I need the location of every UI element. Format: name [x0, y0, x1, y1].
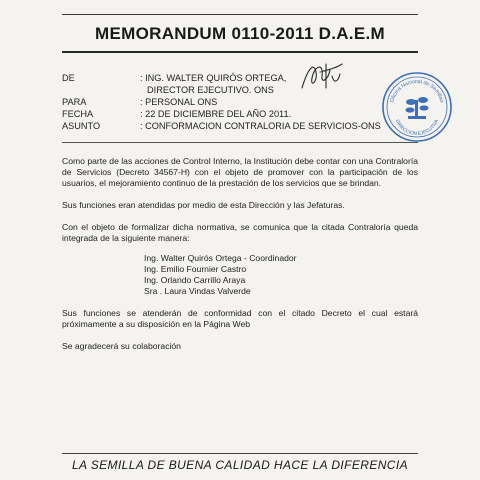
fecha-value: : 22 DE DICIEMBRE DEL AÑO 2011. [140, 109, 292, 119]
de-line1: : ING. WALTER QUIRÓS ORTEGA, [140, 73, 287, 83]
asunto-label: ASUNTO [62, 121, 101, 131]
para-value: : PERSONAL ONS [140, 97, 218, 107]
members-list [144, 253, 418, 297]
footer-motto: LA SEMILLA DE BUENA CALIDAD HACE LA DIFERENCIA [71, 458, 409, 472]
paragraph-1: Como parte de las acciones de Control Interno, la Institución debe contar con una Contraloría de Servicios (Decreto 34567-H) con el objeto de promover con la participación de los usuarios, el mejoramiento continuo de la prestación de los servicios que se brindan. [62, 156, 418, 188]
paragraph-5: Se agradecerá su colaboración [62, 341, 181, 351]
para-label: PARA [62, 97, 87, 107]
paragraph-3: Con el objeto de formalizar dicha normativa, se comunica que la citada Contraloría queda integrada de la siguiente manera: [62, 222, 418, 243]
top-rule [62, 14, 418, 15]
header-row-asunto [62, 120, 382, 132]
de-line2: DIRECTOR EJECUTIVO. ONS [147, 85, 274, 95]
list-item: Ing. Walter Quirós Ortega - Coordinador [144, 253, 297, 263]
paragraph-2: Sus funciones eran atendidas por medio de esta Dirección y las Jefaturas. [62, 200, 345, 210]
list-item: Ing. Orlando Carrillo Araya [144, 275, 246, 285]
title-rule [62, 51, 418, 53]
list-item: Sra . Laura Vindas Valverde [144, 286, 251, 296]
seal-text-top: Oficina Nacional de Semillas [389, 78, 445, 104]
de-label: DE [62, 73, 75, 83]
body-rule [62, 142, 418, 143]
memo-body [62, 156, 418, 363]
memo-title: MEMORANDUM 0110-2011 D.A.E.M [95, 24, 385, 43]
seal-text-bottom: DIRECCION EJECUTIVA [393, 119, 441, 138]
header-row-para [62, 96, 382, 108]
paragraph-4: Sus funciones se atenderán de conformidad con el citado Decreto el cual estará próximamente a su disposición en la Página Web [62, 308, 418, 329]
asunto-value: : CONFORMACION CONTRALORIA DE SERVICIOS-ONS [140, 121, 381, 131]
header-row-fecha [62, 108, 382, 120]
list-item: Ing. Emilio Fournier Castro [144, 264, 247, 274]
seal-stamp-icon [380, 70, 454, 144]
fecha-label: FECHA [62, 109, 94, 119]
footer-rule [62, 453, 418, 454]
signature-icon [298, 58, 344, 94]
